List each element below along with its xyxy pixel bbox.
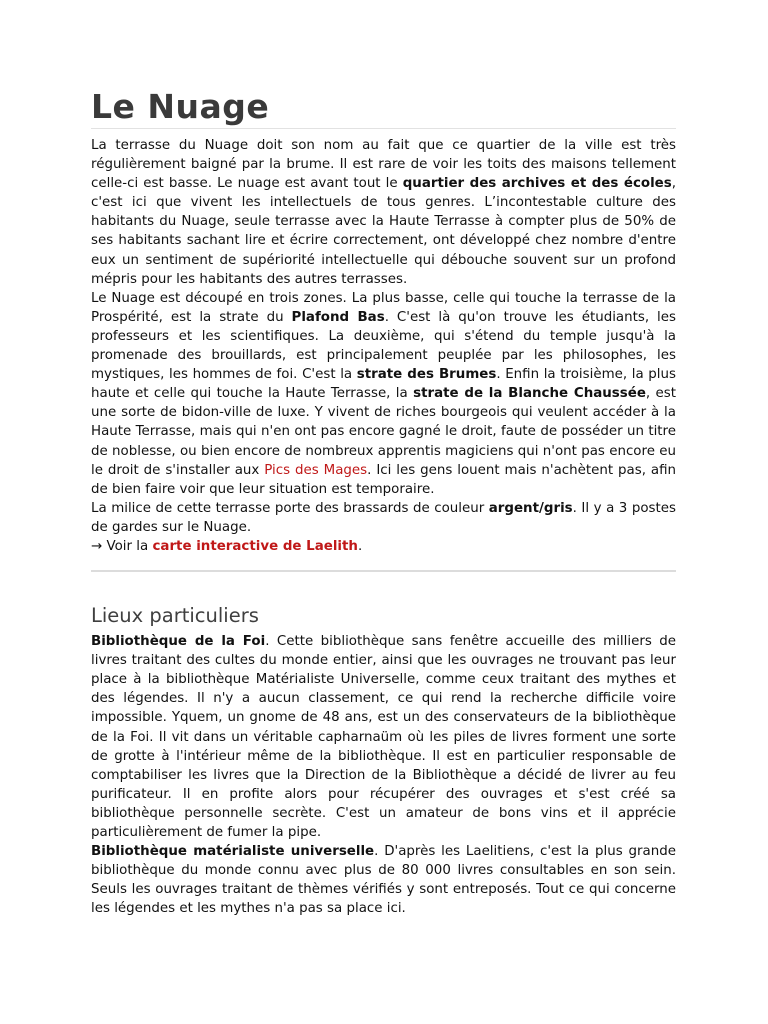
section-divider <box>91 570 676 572</box>
bold-text: quartier des archives et des écoles <box>402 176 672 192</box>
bold-text: Bibliothèque matérialiste universelle <box>91 844 375 860</box>
interactive-map-link[interactable]: carte interactive de Laelith <box>152 538 358 554</box>
text: . C'est là qu'on trouve les étudiants, les professeurs et les scientifiques. La deuxième, qui s'étend du temple jusqu'à la promenade des brouillards, est principalement peuplée par les philosophes, les mystiques, les hommes de foi. C'est la <box>91 309 676 383</box>
text: Le Nuage est découpé en trois zones. La plus basse, celle qui touche la terrasse de la Prospérité, est la strate du <box>91 290 676 325</box>
pics-des-mages-link[interactable]: Pics des Mages <box>264 462 368 478</box>
text: . Ici les gens louent mais n'achètent pas, afin de bien faire voir que leur situation est temporaire. <box>91 462 676 497</box>
intro-paragraph-4 <box>91 537 676 556</box>
text: . <box>357 538 363 554</box>
intro-paragraph-3 <box>91 499 676 537</box>
bold-text: strate des Brumes <box>356 367 497 383</box>
bold-text: argent/gris <box>488 500 573 516</box>
page-title: Le Nuage <box>91 87 270 126</box>
text: La terrasse du Nuage doit son nom au fait que ce quartier de la ville est très régulièrement baigné par la brume. Il est rare de voir les toits des maisons tellement celle-ci est basse. Le nuage est avant tout le <box>91 138 676 192</box>
text: . Cette bibliothèque sans fenêtre accueille des milliers de livres traitant des cultes du monde entier, ainsi que les ouvrages ne trouvant pas leur place à la bibliothèque Matérialiste Universelle, comme ceux traitant des mythes et des légendes. Il n'y a aucun classement, ce qui rend la recherche difficile voire impossible. Yquem, un gnome de 48 ans, est un des conservateurs de la bibliothèque de la Foi. Il vit dans un véritable capharnaüm où les piles de livres forment une sorte de grotte à l'intérieur même de la bibliothèque. Il est en particulier responsable de comptabiliser les livres que la Direction de la Bibliothèque a décidé de livrer au feu purificateur. Il en profite alors pour récupérer des ouvrages et s'est créé sa bibliothèque personnelle secrète. C'est un amateur de bons vins et il apprécie particulièrement de fumer la pipe. <box>91 634 676 840</box>
section-paragraph-2 <box>91 842 676 918</box>
intro-paragraph-1 <box>91 136 676 289</box>
section-paragraph-1 <box>91 632 676 842</box>
text: . D'après les Laelitiens, c'est la plus grande bibliothèque du monde connu avec plus de 80 000 livres consultables en son sein. Seuls les ouvrages traitant de thèmes vérifiés y sont entreposés. Tout ce qui concerne les légendes et les mythes n'a pas sa place ici. <box>91 844 676 917</box>
bold-text: Bibliothèque de la Foi <box>91 634 266 650</box>
text: , c'est ici que vivent les intellectuels de tous genres. L’incontestable culture des habitants du Nuage, seule terrasse avec la Haute Terrasse à compter plus de 50% de ses habitants sachant lire et écrire correctement, ont développé chez nombre d'entre eux un sentiment de supériorité intellectuelle qui débouche souvent sur un profond mépris pour les habitants des autres terrasses. <box>91 176 676 287</box>
bold-text: Plafond Bas <box>291 309 385 325</box>
bold-text: strate de la Blanche Chaussée <box>413 386 646 402</box>
text: → Voir la <box>91 538 153 554</box>
text: La milice de cette terrasse porte des brassards de couleur <box>91 500 489 516</box>
text: , est une sorte de bidon-ville de luxe. Y vivent de riches bourgeois qui veulent accéder à la Haute Terrasse, mais qui n'en ont pas encore gagné le droit, faute de posséder un titre de noblesse, ou bien encore de nombreux apprentis magiciens qui n'ont pas encore eu le droit de s'installer aux <box>91 386 676 478</box>
article <box>91 86 676 918</box>
title-divider <box>91 128 676 129</box>
section-heading: Lieux particuliers <box>91 604 259 628</box>
text: . Il y a 3 postes de gardes sur le Nuage. <box>91 500 676 535</box>
intro-paragraph-2 <box>91 289 676 499</box>
text: . Enfin la troisième, la plus haute et celle qui touche la Haute Terrasse, la <box>91 367 676 402</box>
